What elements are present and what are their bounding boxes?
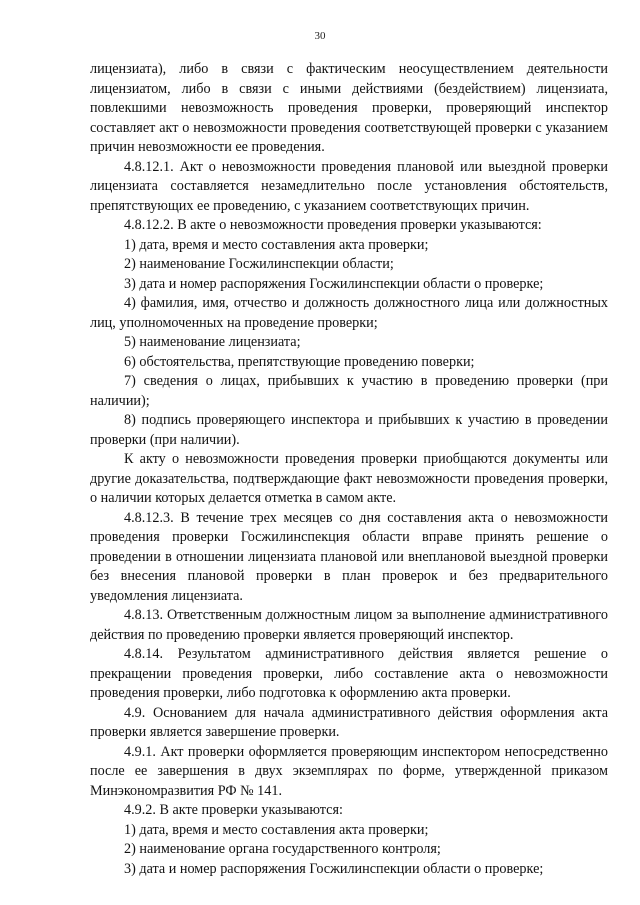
list-item: 3) дата и номер распоряжения Госжилинспекции области о проверке; (124, 275, 544, 292)
paragraph-4-8-13: 4.8.13. Ответственным должностным лицом за выполнение административного действия по проведению проверки является проверяющий инспектор. (90, 607, 608, 643)
paragraph-4-9-2: 4.9.2. В акте проверки указываются: (124, 802, 343, 818)
list-item: 5) наименование лицензиата; (124, 334, 301, 350)
list-item: 3) дата и номер распоряжения Госжилинспекции области о проверке; (124, 860, 544, 877)
paragraph-4-8-14: 4.8.14. Результатом административного действия является решение о прекращении проведения проверки, либо составление акта о невозможности проведения проверки, либо подготовка к оформлению акта проверки. (90, 646, 608, 701)
paragraph-4-9-1: 4.9.1. Акт проверки оформляется проверяющим инспектором непосредственно после ее завершения в двух экземплярах по форме, утвержденной приказом Минэкономразвития РФ № 141. (90, 743, 608, 799)
list-item: 1) дата, время и место составления акта проверки; (124, 821, 429, 838)
list-item: 7) сведения о лицах, прибывших к участию в проведению проверки (при наличии); (90, 373, 608, 409)
list-item: 4) фамилия, имя, отчество и должность должностного лица или должностных лиц, уполномоченных на проведение проверки; (90, 295, 608, 331)
list-item: 6) обстоятельства, препятствующие проведению поверки; (124, 353, 475, 370)
document-body (90, 60, 608, 879)
list-item: 8) подпись проверяющего инспектора и прибывших к участию в проведении проверки (при наличии). (90, 412, 608, 448)
paragraph-attachments: К акту о невозможности проведения проверки приобщаются документы или другие доказательства, подтверждающие факт невозможности проведения проверки, о наличии которых делается отметка в самом акте. (90, 451, 608, 506)
paragraph-4-8-12-3: 4.8.12.3. В течение трех месяцев со дня составления акта о невозможности проведения проверки Госжилинспекция области вправе принять решение о проведении в отношении лицензиата плановой или внеплановой выездной проверки без внесения плановой проверки в план проверок и без предварительного уведомления лицензиата. (90, 509, 608, 604)
list-item: 2) наименование Госжилинспекции области; (124, 256, 394, 272)
paragraph-continuation: лицензиата), либо в связи с фактическим неосуществлением деятельности лицензиатом, либо в связи с иными действиями (бездействием) лицензиата, повлекшими невозможность проведения проверки, проверяющий инспектор составляет акт о невозможности проведения соответствующей проверки с указанием причин невозможности ее проведения. (90, 61, 608, 155)
paragraph-4-8-12-1: 4.8.12.1. Акт о невозможности проведения плановой или выездной проверки лицензиата составляется незамедлительно после установления обстоятельств, препятствующих ее проведению, с указанием соответствующих причин. (90, 158, 608, 214)
list-item: 1) дата, время и место составления акта проверки; (124, 236, 429, 253)
page-number: 30 (314, 30, 326, 42)
list-item: 2) наименование органа государственного контроля; (124, 841, 441, 857)
paragraph-4-9: 4.9. Основанием для начала административного действия оформления акта проверки является завершение проверки. (90, 704, 608, 740)
paragraph-4-8-12-2: 4.8.12.2. В акте о невозможности проведения проверки указываются: (124, 217, 542, 233)
